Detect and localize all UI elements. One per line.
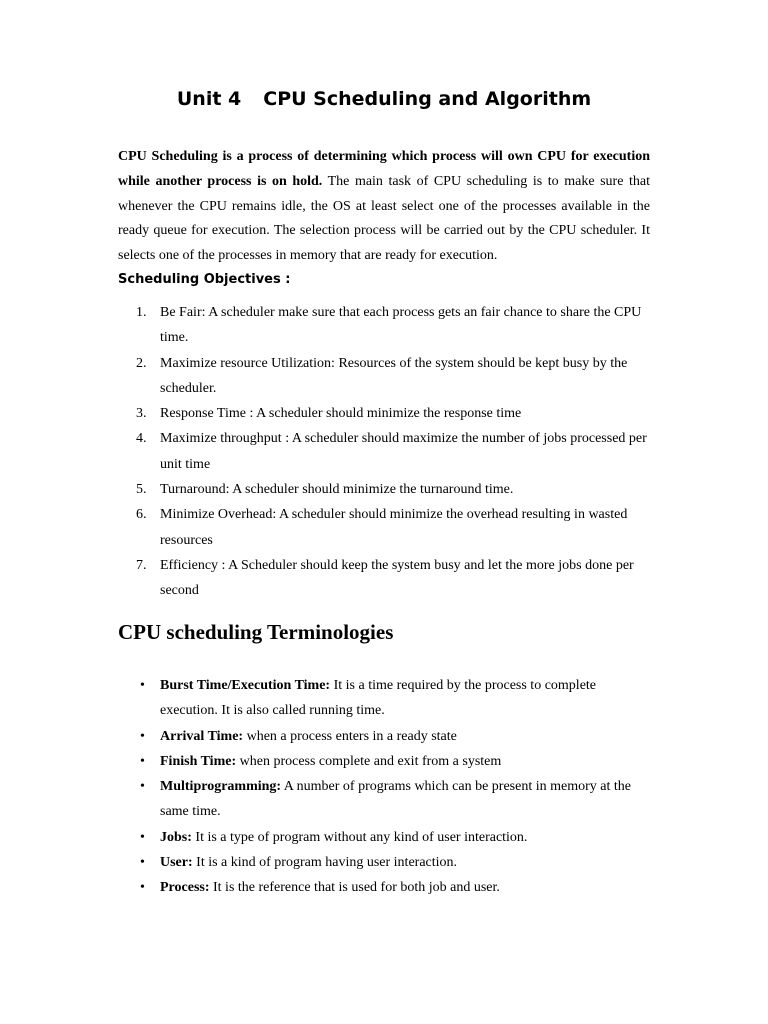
intro-bold-sentence: CPU Scheduling is a process of determining which process will own CPU for execution while another process is on hold.: [118, 149, 650, 189]
term-definition: It is the reference that is used for both job and user.: [209, 880, 500, 896]
term-label: Burst Time/Execution Time:: [160, 678, 331, 693]
term-item: [136, 875, 656, 900]
term-label: Arrival Time:: [160, 728, 244, 744]
objective-text: Turnaround: A scheduler should minimize the turnaround time.: [160, 482, 514, 498]
bullet-icon: •: [140, 678, 145, 693]
term-definition: It is a kind of program having user interaction.: [192, 855, 458, 871]
term-definition: It is a time required by the process to complete execution. It is also called running time.: [160, 678, 597, 719]
bullet-icon: •: [140, 855, 145, 871]
objectives-list: [136, 300, 656, 604]
bullet-icon: •: [140, 728, 145, 744]
objective-text: Efficiency : A Scheduler should keep the system busy and let the more jobs done per second: [160, 557, 634, 599]
term-item: [136, 774, 656, 825]
objective-number: 2.: [136, 355, 147, 371]
objective-number: 7.: [136, 557, 147, 573]
terminology-list: [136, 673, 656, 901]
title-unit: Unit 4: [176, 88, 242, 110]
term-item: [136, 850, 656, 875]
bullet-icon: •: [140, 753, 145, 769]
term-label: User:: [160, 855, 193, 871]
objective-item: [136, 477, 656, 502]
bullet-icon: •: [140, 829, 145, 845]
objectives-heading: Scheduling Objectives :: [118, 272, 291, 287]
term-item: [136, 825, 656, 850]
terminology-heading: CPU scheduling Terminologies: [118, 620, 394, 644]
term-definition: when process complete and exit from a system: [236, 753, 502, 769]
objective-number: 3.: [136, 406, 147, 422]
objective-number: 6.: [136, 507, 147, 523]
term-item: [136, 673, 656, 724]
term-definition: A number of programs which can be present in memory at the same time.: [160, 779, 631, 820]
title-text: CPU Scheduling and Algorithm: [263, 88, 592, 110]
term-definition: when a process enters in a ready state: [243, 728, 457, 744]
objective-item: [136, 553, 656, 604]
bullet-icon: •: [140, 779, 145, 795]
page-title: [0, 88, 768, 110]
term-item: [136, 724, 656, 749]
objective-text: Maximize throughput : A scheduler should maximize the number of jobs processed per unit time: [160, 431, 647, 472]
term-item: [136, 749, 656, 774]
term-definition: It is a type of program without any kind of user interaction.: [191, 829, 528, 845]
objective-text: Response Time : A scheduler should minimize the response time: [160, 406, 522, 422]
objective-item: [136, 426, 656, 477]
objective-number: 4.: [136, 431, 147, 447]
objective-item: [136, 300, 656, 351]
objective-item: [136, 351, 656, 402]
objective-text: Be Fair: A scheduler make sure that each process gets an fair chance to share the CPU time.: [160, 305, 642, 346]
objective-text: Minimize Overhead: A scheduler should minimize the overhead resulting in wasted resources: [160, 507, 628, 548]
intro-body-text: The main task of CPU scheduling is to make sure that whenever the CPU remains idle, the OS at least select one of the processes available in the ready queue for execution. The selection process will be carried out by the CPU scheduler. It selects one of the processes in memory that are ready for execution.: [118, 173, 650, 264]
term-label: Process:: [160, 880, 210, 896]
term-label: Multiprogramming:: [160, 779, 282, 795]
objective-number: 1.: [136, 305, 147, 320]
intro-paragraph: [118, 145, 650, 269]
term-label: Jobs:: [160, 829, 192, 845]
objective-text: Maximize resource Utilization: Resources of the system should be kept busy by the scheduler.: [160, 355, 628, 396]
objective-item: [136, 401, 656, 426]
objective-number: 5.: [136, 482, 147, 498]
bullet-icon: •: [140, 880, 145, 896]
objective-item: [136, 502, 656, 553]
term-label: Finish Time:: [160, 753, 237, 769]
